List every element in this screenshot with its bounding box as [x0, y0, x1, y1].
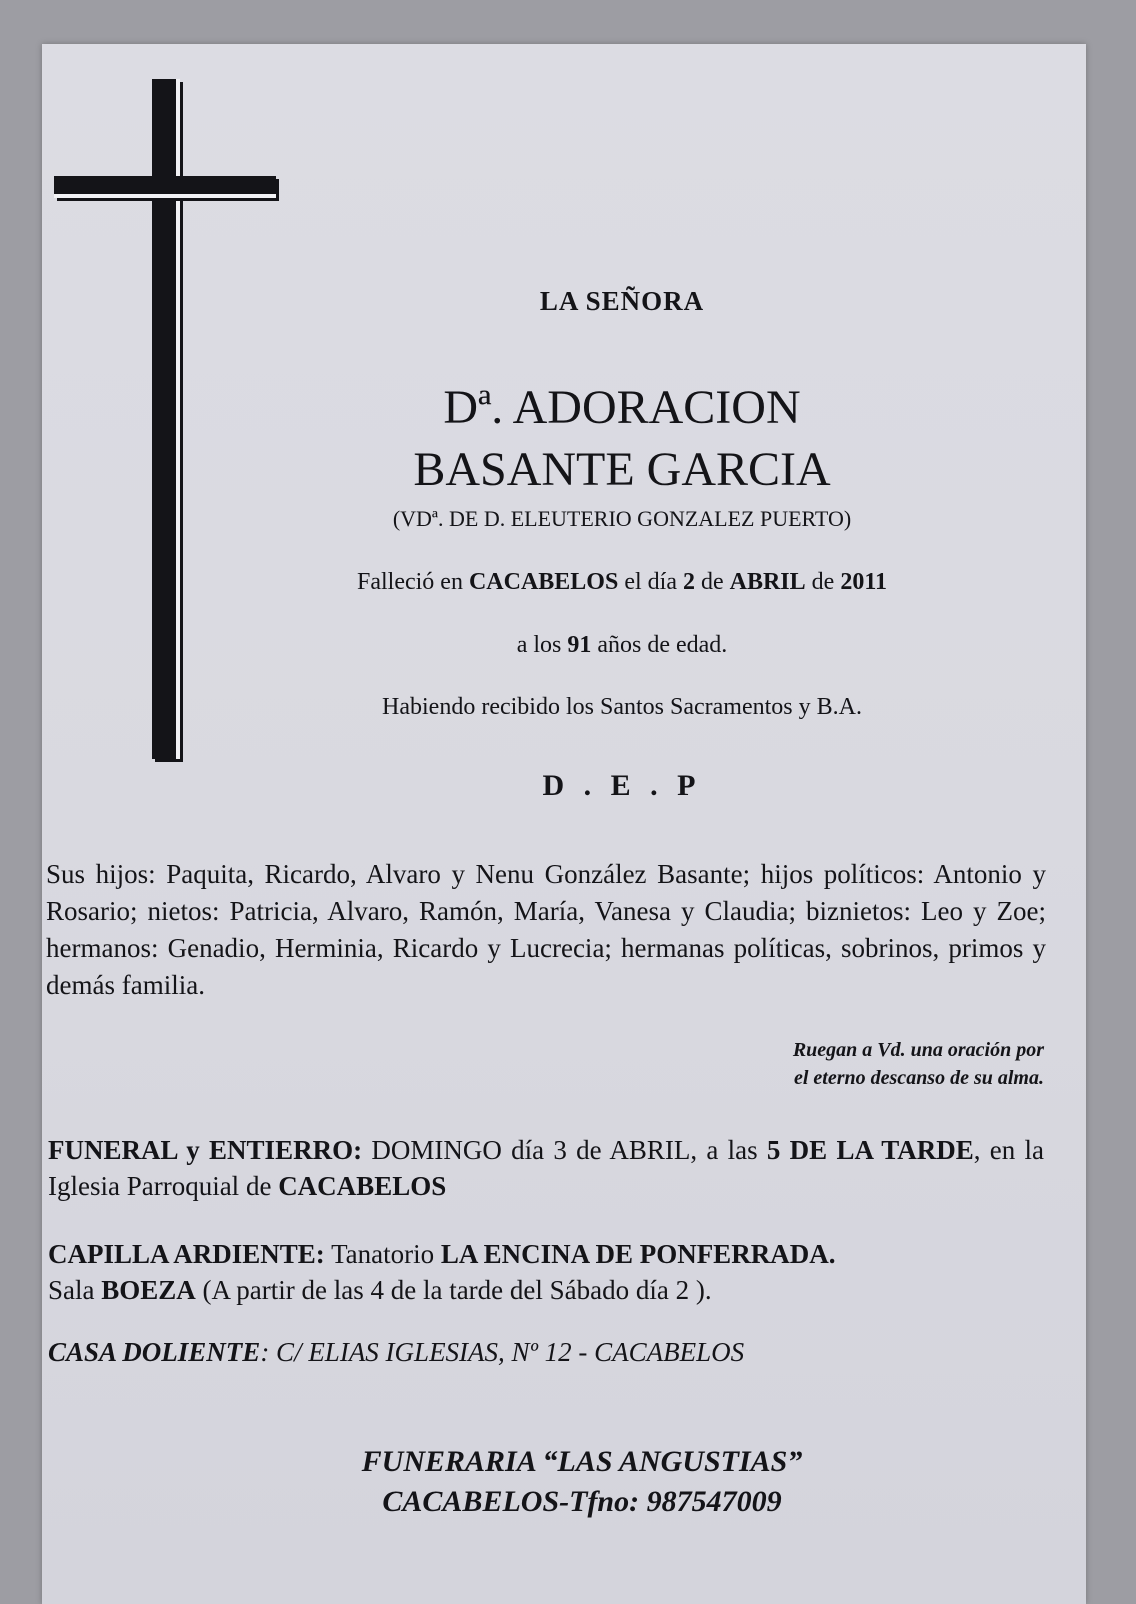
chapel-place: LA ENCINA DE PONFERRADA. [440, 1239, 836, 1269]
text: años de edad. [591, 632, 728, 658]
house-address: : C/ ELIAS IGLESIAS, Nº 12 - CACABELOS [260, 1337, 745, 1367]
text: (A partir de las 4 de la tarde del Sábado día 2 ). [195, 1275, 712, 1305]
text: Falleció en [356, 569, 469, 595]
label: CAPILLA ARDIENTE: [48, 1239, 325, 1269]
name-line-2: BASANTE GARCIA [413, 443, 831, 496]
widow-of: (VDª. DE D. ELEUTERIO GONZALEZ PUERTO) [392, 506, 852, 531]
name-line-1: Dª. ADORACION [443, 381, 801, 434]
death-year: 2011 [840, 569, 887, 595]
prayer-request [793, 1036, 1044, 1092]
death-day: 2 [682, 569, 695, 595]
age-value: 91 [567, 632, 592, 658]
label: FUNERAL y ENTIERRO: [48, 1135, 363, 1165]
death-line [242, 569, 1002, 596]
funeral-home-name: FUNERARIA “LAS ANGUSTIAS” [361, 1445, 803, 1478]
text: el día [618, 569, 683, 595]
label: CASA DOLIENTE [48, 1337, 261, 1367]
prayer-line-2: el eterno descanso de su alma. [794, 1067, 1044, 1089]
chapel-room: BOEZA [101, 1275, 196, 1305]
age-line [242, 632, 1002, 659]
house-info [48, 1334, 1044, 1370]
sacraments-line: Habiendo recibido los Santos Sacramentos y B.A. [382, 694, 862, 720]
deceased-name [242, 377, 1002, 501]
funeral-place: CACABELOS [278, 1171, 447, 1201]
obituary-notice [42, 44, 1086, 1604]
death-place: CACABELOS [468, 569, 619, 595]
funeral-home-phone: CACABELOS-Tfno: 987547009 [382, 1485, 782, 1518]
dep: D . E . P [542, 769, 702, 802]
text: de [805, 569, 841, 595]
text: Tanatorio [324, 1239, 441, 1269]
title: LA SEÑORA [539, 286, 705, 316]
funeral-time: 5 DE LA TARDE [766, 1135, 974, 1165]
family-paragraph: Sus hijos: Paquita, Ricardo, Alvaro y Nenu González Basante; hijos políticos: Antonio y Rosario; nietos: Patricia, Alvaro, Ramón, María, Vanesa y Claudia; biznietos: Leo y Zoe; hermanos: Genadio, Herminia, Ricardo y Lucrecia; hermanas políticas, sobrinos, primos y demás familia. [46, 859, 1046, 1000]
cross-icon-bar [54, 176, 276, 198]
text: Sala [48, 1275, 102, 1305]
funeral-info [48, 1132, 1044, 1204]
funeral-home [242, 1442, 922, 1522]
text: de [694, 569, 730, 595]
text: a los [516, 632, 568, 658]
text: DOMINGO día 3 de ABRIL, a las [362, 1135, 767, 1165]
chapel-info [48, 1236, 1044, 1308]
prayer-line-1: Ruegan a Vd. una oración por [792, 1039, 1044, 1061]
death-month: ABRIL [729, 569, 806, 595]
text: , en la Iglesia Parroquial de [48, 1135, 1044, 1201]
